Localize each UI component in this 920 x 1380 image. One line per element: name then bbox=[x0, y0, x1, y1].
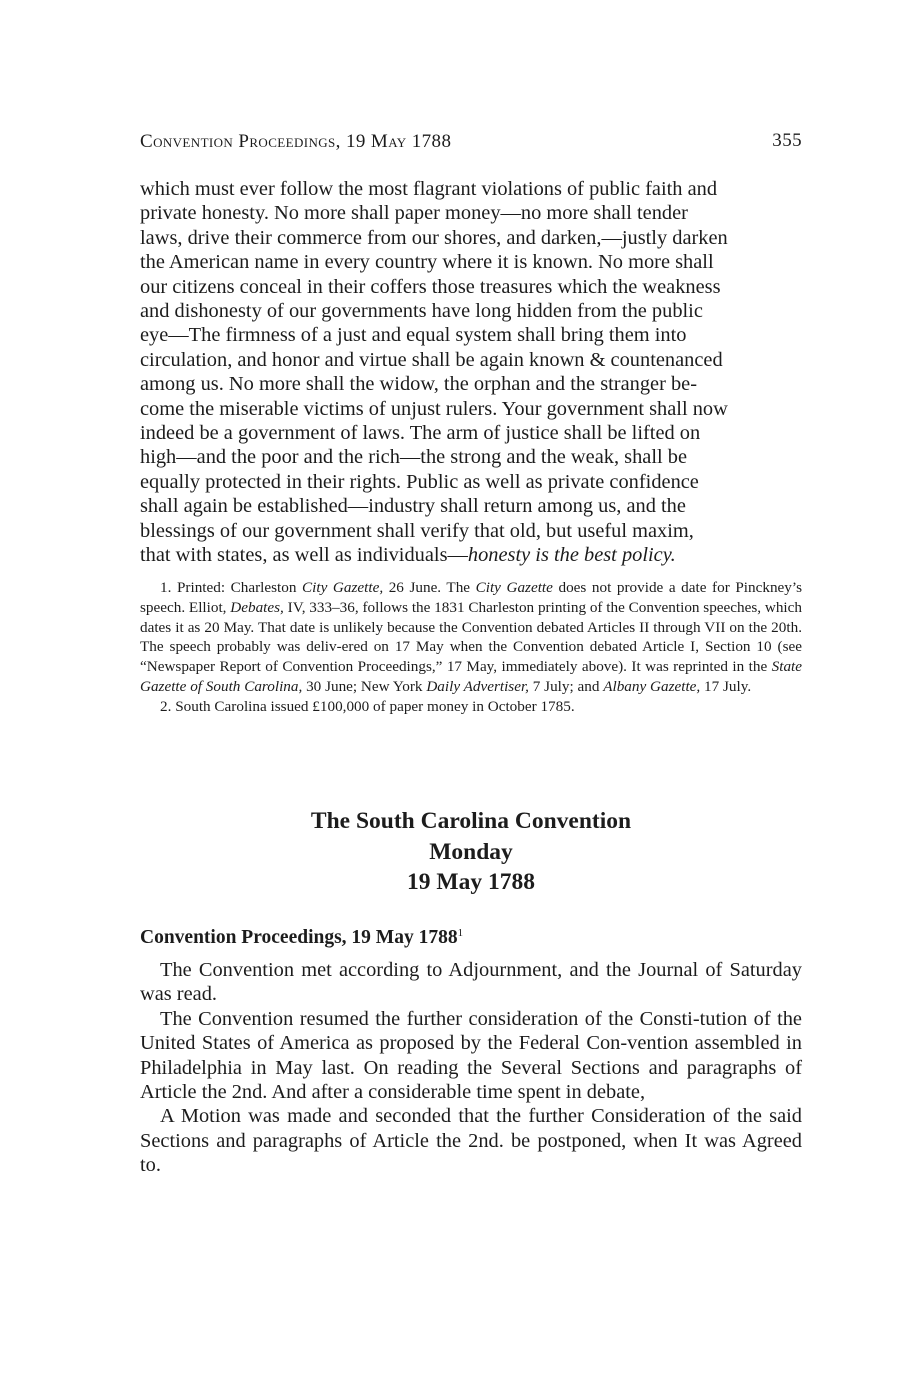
text-line: eye—The firmness of a just and equal system shall bring them into bbox=[140, 324, 687, 347]
paragraph: A Motion was made and seconded that the further Consideration of the said Sections and paragraphs of Article the 2nd. be postponed, when It was Agreed to. bbox=[140, 1105, 802, 1177]
section-heading-line: 19 May 1788 bbox=[407, 869, 535, 895]
text-line: which must ever follow the most flagrant violations of public faith and bbox=[140, 178, 718, 200]
running-head bbox=[140, 128, 802, 155]
paragraph: The Convention resumed the further consideration of the Consti-tution of the United States of America as proposed by the Federal Con-vention assembled in Philadelphia in May last. On reading the Several Sections and paragraphs of Article the 2nd. And after a considerable time spent in debate, bbox=[140, 1007, 802, 1104]
footnote-text: does not provide a date for Pinckney’s speech. Elliot, bbox=[140, 579, 803, 616]
speech-text bbox=[140, 177, 802, 568]
text-line: among us. No more shall the widow, the orphan and the stranger be- bbox=[140, 373, 698, 396]
text-line: high—and the poor and the rich—the strong and the weak, shall be bbox=[140, 446, 688, 469]
text-line: indeed be a government of laws. The arm of justice shall be lifted on bbox=[140, 422, 701, 445]
footnote-text: 1. Printed: Charleston bbox=[160, 579, 303, 596]
text-line: our citizens conceal in their coffers those treasures which the weakness bbox=[140, 275, 721, 298]
footnote-italic: City Gazette, bbox=[302, 579, 384, 596]
footnote-italic: State Gazette of South Carolina, bbox=[140, 658, 802, 695]
text-line: circulation, and honor and virtue shall be again known & countenanced bbox=[140, 348, 723, 371]
page-number: 355 bbox=[772, 130, 802, 151]
footnote-text: 30 June; New York bbox=[302, 677, 427, 695]
footnote-italic: City Gazette bbox=[475, 579, 553, 596]
footnote-text: IV, 333–36, follows the 1831 Charleston printing of the Convention speeches, which dates it as 20 May. That date is unlikely because the Convention debated Articles II through VII on the 20th. The speech probably was deliv-ered on 17 May when the Convention debated Article I, Section 10 (see “Newspaper Report of Convention Proceedings,” 17 May, immediately above). It was reprinted in the bbox=[140, 598, 802, 676]
text-line-last bbox=[140, 543, 802, 567]
footnotes bbox=[140, 578, 802, 717]
section-heading-line: Monday bbox=[429, 838, 513, 865]
text-line: equally protected in their rights. Public as well as private confidence bbox=[140, 470, 699, 493]
document-title-text: Convention Proceedings, 19 May 1788 bbox=[140, 927, 458, 948]
running-head-title: Convention Proceedings, 19 May 1788 bbox=[140, 131, 452, 152]
text-line: shall again be established—industry shall return among us, and the bbox=[140, 495, 686, 518]
maxim-italic: honesty is the best policy. bbox=[467, 544, 676, 567]
paragraph: The Convention met according to Adjournment, and the Journal of Saturday was read. bbox=[140, 959, 802, 1006]
section-heading bbox=[140, 806, 802, 898]
text-line: come the miserable victims of unjust rulers. Your government shall now bbox=[140, 397, 728, 420]
text-line: the American name in every country where it is known. No more shall bbox=[140, 251, 714, 274]
document-title bbox=[140, 920, 802, 951]
section-heading-line: The South Carolina Convention bbox=[310, 808, 632, 834]
footnote-italic: Daily Advertiser, bbox=[426, 677, 529, 695]
note-reference: 1 bbox=[457, 927, 464, 939]
text-line: private honesty. No more shall paper money—no more shall tender bbox=[140, 202, 688, 225]
proceedings-text bbox=[140, 958, 802, 1178]
text-line: blessings of our government shall verify that old, but useful maxim, bbox=[140, 519, 694, 542]
text-line: laws, drive their commerce from our shores, and darken,—justly darken bbox=[140, 226, 728, 249]
footnote-2: 2. South Carolina issued £100,000 of paper money in October 1785. bbox=[160, 697, 575, 715]
footnote-text: 7 July; and bbox=[528, 677, 604, 695]
footnote-italic: Albany Gazette, bbox=[603, 677, 701, 695]
footnote-1 bbox=[140, 578, 802, 697]
footnote-italic: Debates, bbox=[230, 598, 284, 616]
footnote-text: 26 June. The bbox=[383, 579, 476, 596]
footnote-text: 17 July. bbox=[700, 677, 752, 695]
text-line: and dishonesty of our governments have long hidden from the public bbox=[140, 300, 703, 323]
text-plain: that with states, as well as individuals— bbox=[140, 544, 468, 567]
